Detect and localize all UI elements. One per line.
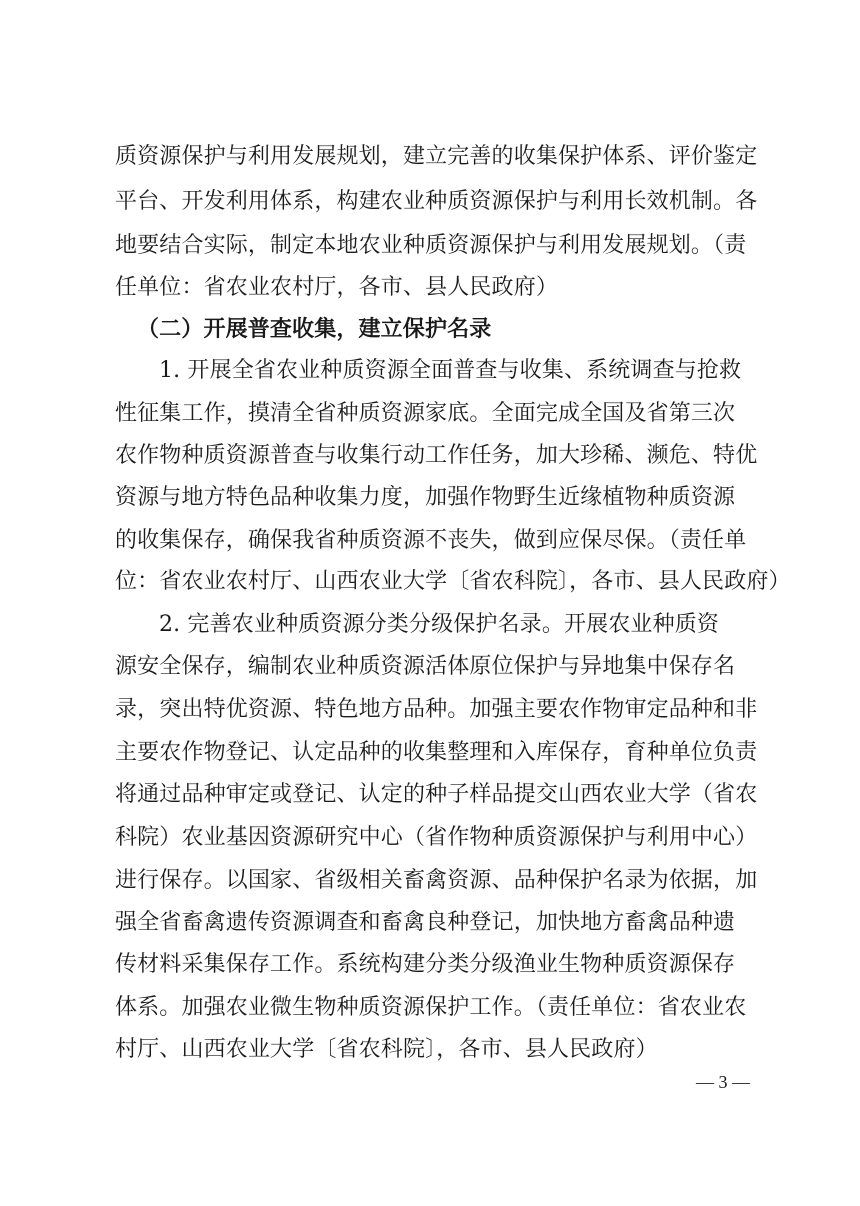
paragraph-3-line-6: 科院）农业基因资源研究中心（省作物种质资源保护与利用中心）	[115, 825, 758, 850]
paragraph-1-line-2: 平台、开发利用体系，构建农业种质资源保护与利用长效机制。各	[115, 189, 758, 214]
paragraph-2-line-6: 位：省农业农村厅、山西农业大学〔省农科院〕，各市、县人民政府）	[115, 569, 791, 594]
paragraph-2-line-3: 农作物种质资源普查与收集行动工作任务，加大珍稀、濒危、特优	[115, 443, 758, 468]
paragraph-3-line-4: 主要农作物登记、认定品种的收集整理和入库保存，育种单位负责	[115, 740, 758, 765]
paragraph-2-line-1: 1. 开展全省农业种质资源全面普查与收集、系统调查与抢救	[159, 358, 742, 383]
paragraph-3-line-3: 录，突出特优资源、特色地方品种。加强主要农作物审定品种和非	[115, 697, 758, 722]
paragraph-3-line-10: 体系。加强农业微生物种质资源保护工作。（责任单位：省农业农	[115, 995, 747, 1020]
paragraph-3-line-11: 村厅、山西农业大学〔省农科院〕，各市、县人民政府）	[115, 1037, 658, 1062]
paragraph-1-line-4: 任单位：省农业农村厅，各市、县人民政府）	[115, 275, 559, 300]
paragraph-3-line-2: 源安全保存，编制农业种质资源活体原位保护与异地集中保存名	[115, 654, 736, 679]
paragraph-2-line-5: 的收集保存，确保我省种质资源不丧失，做到应保尽保。（责任单	[115, 528, 747, 553]
paragraph-2-line-4: 资源与地方特色品种收集力度，加强作物野生近缘植物种质资源	[115, 485, 736, 510]
page-number: — 3 —	[696, 1072, 750, 1092]
section-heading: （二）开展普查收集，建立保护名录	[137, 316, 492, 342]
paragraph-3-line-8: 强全省畜禽遗传资源调查和畜禽良种登记，加快地方畜禽品种遗	[115, 910, 736, 935]
paragraph-1-line-3: 地要结合实际，制定本地农业种质资源保护与利用发展规划。（责	[115, 233, 747, 258]
paragraph-3-line-7: 进行保存。以国家、省级相关畜禽资源、品种保护名录为依据，加	[115, 868, 758, 893]
paragraph-3-line-9: 传材料采集保存工作。系统构建分类分级渔业生物种质资源保存	[115, 952, 736, 977]
paragraph-3-line-1: 2. 完善农业种质资源分类分级保护名录。开展农业种质资	[159, 612, 720, 637]
paragraph-1-line-1: 质资源保护与利用发展规划，建立完善的收集保护体系、评价鉴定	[115, 144, 758, 169]
paragraph-3-line-5: 将通过品种审定或登记、认定的种子样品提交山西农业大学（省农	[115, 782, 758, 807]
paragraph-2-line-2: 性征集工作，摸清全省种质资源家底。全面完成全国及省第三次	[115, 401, 736, 426]
